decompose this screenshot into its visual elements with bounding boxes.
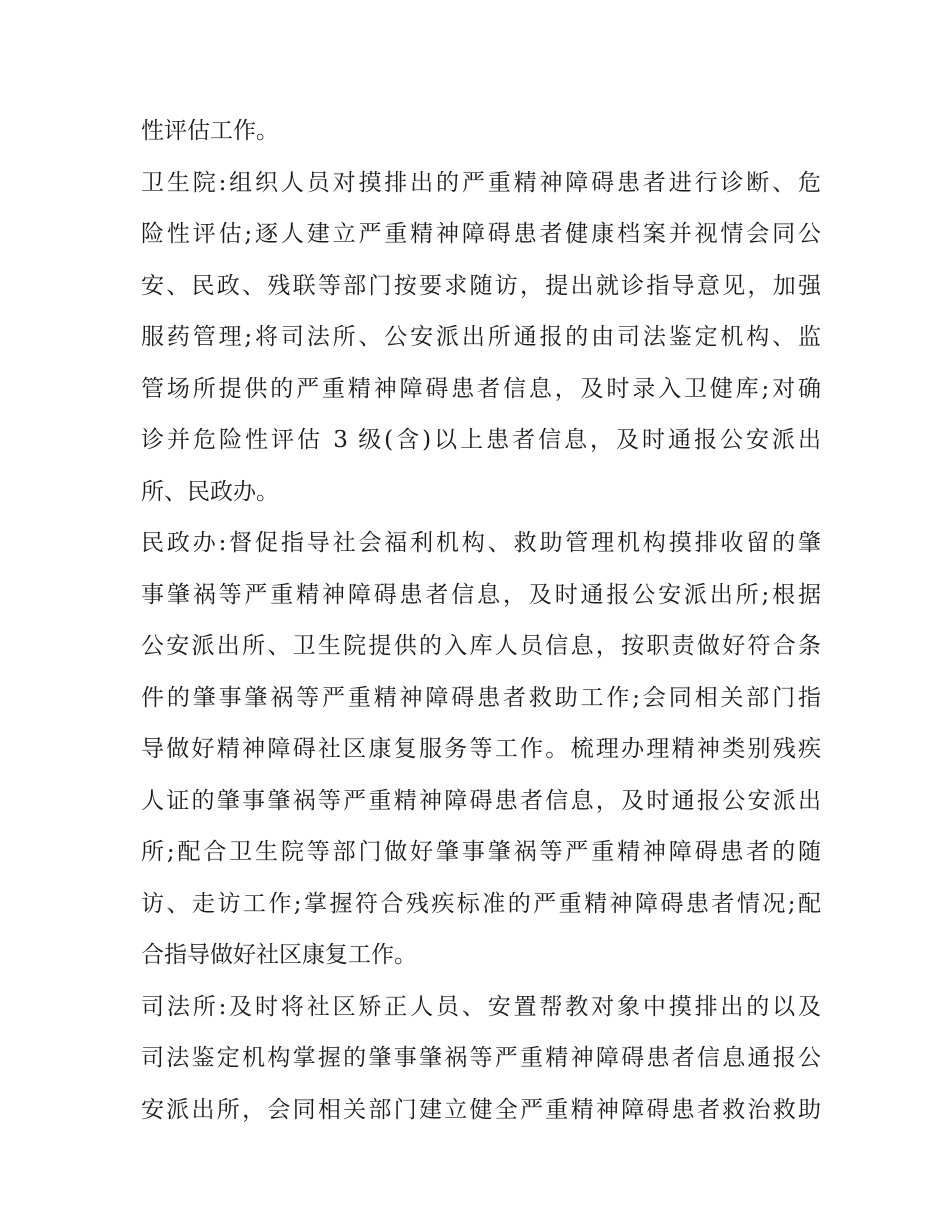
- text-line: 公安派出所、卫生院提供的入库人员信息，按职责做好符合条: [141, 633, 821, 659]
- text-line: 导做好精神障碍社区康复服务等工作。梳理办理精神类别残疾: [141, 736, 821, 762]
- text-line: 访、走访工作;掌握符合残疾标准的严重精神障碍患者情况;配: [141, 890, 821, 917]
- text-line: 人证的肇事肇祸等严重精神障碍患者信息，及时通报公安派出: [141, 787, 821, 814]
- text-line: 所、民政办。: [141, 478, 279, 505]
- text-line: 服药管理;将司法所、公安派出所通报的由司法鉴定机构、监: [141, 324, 821, 350]
- text-line: 所;配合卫生院等部门做好肇事肇祸等严重精神障碍患者的随: [141, 839, 821, 865]
- text-line: 民政办:督促指导社会福利机构、救助管理机构摸排收留的肇: [141, 530, 821, 556]
- text-line: 管场所提供的严重精神障碍患者信息，及时录入卫健库;对确: [141, 375, 821, 402]
- text-line: 卫生院:组织人员对摸排出的严重精神障碍患者进行诊断、危: [141, 169, 821, 196]
- text-line: 司法所:及时将社区矫正人员、安置帮教对象中摸排出的以及: [141, 993, 821, 1020]
- text-line: 诊并危险性评估 3 级(含)以上患者信息，及时通报公安派出: [141, 427, 821, 453]
- text-line: 事肇祸等严重精神障碍患者信息，及时通报公安派出所;根据: [141, 581, 821, 608]
- text-line: 合指导做好社区康复工作。: [141, 942, 417, 968]
- body-text: [141, 106, 821, 1136]
- text-line: 性评估工作。: [141, 118, 279, 144]
- text-line: 件的肇事肇祸等严重精神障碍患者救助工作;会同相关部门指: [141, 684, 821, 711]
- text-line: 司法鉴定机构掌握的肇事肇祸等严重精神障碍患者信息通报公: [141, 1045, 821, 1071]
- text-line: 险性评估;逐人建立严重精神障碍患者健康档案并视情会同公: [141, 221, 821, 247]
- text-line: 安派出所，会同相关部门建立健全严重精神障碍患者救治救助: [141, 1096, 821, 1123]
- text-line: 安、民政、残联等部门按要求随访，提出就诊指导意见，加强: [141, 272, 821, 299]
